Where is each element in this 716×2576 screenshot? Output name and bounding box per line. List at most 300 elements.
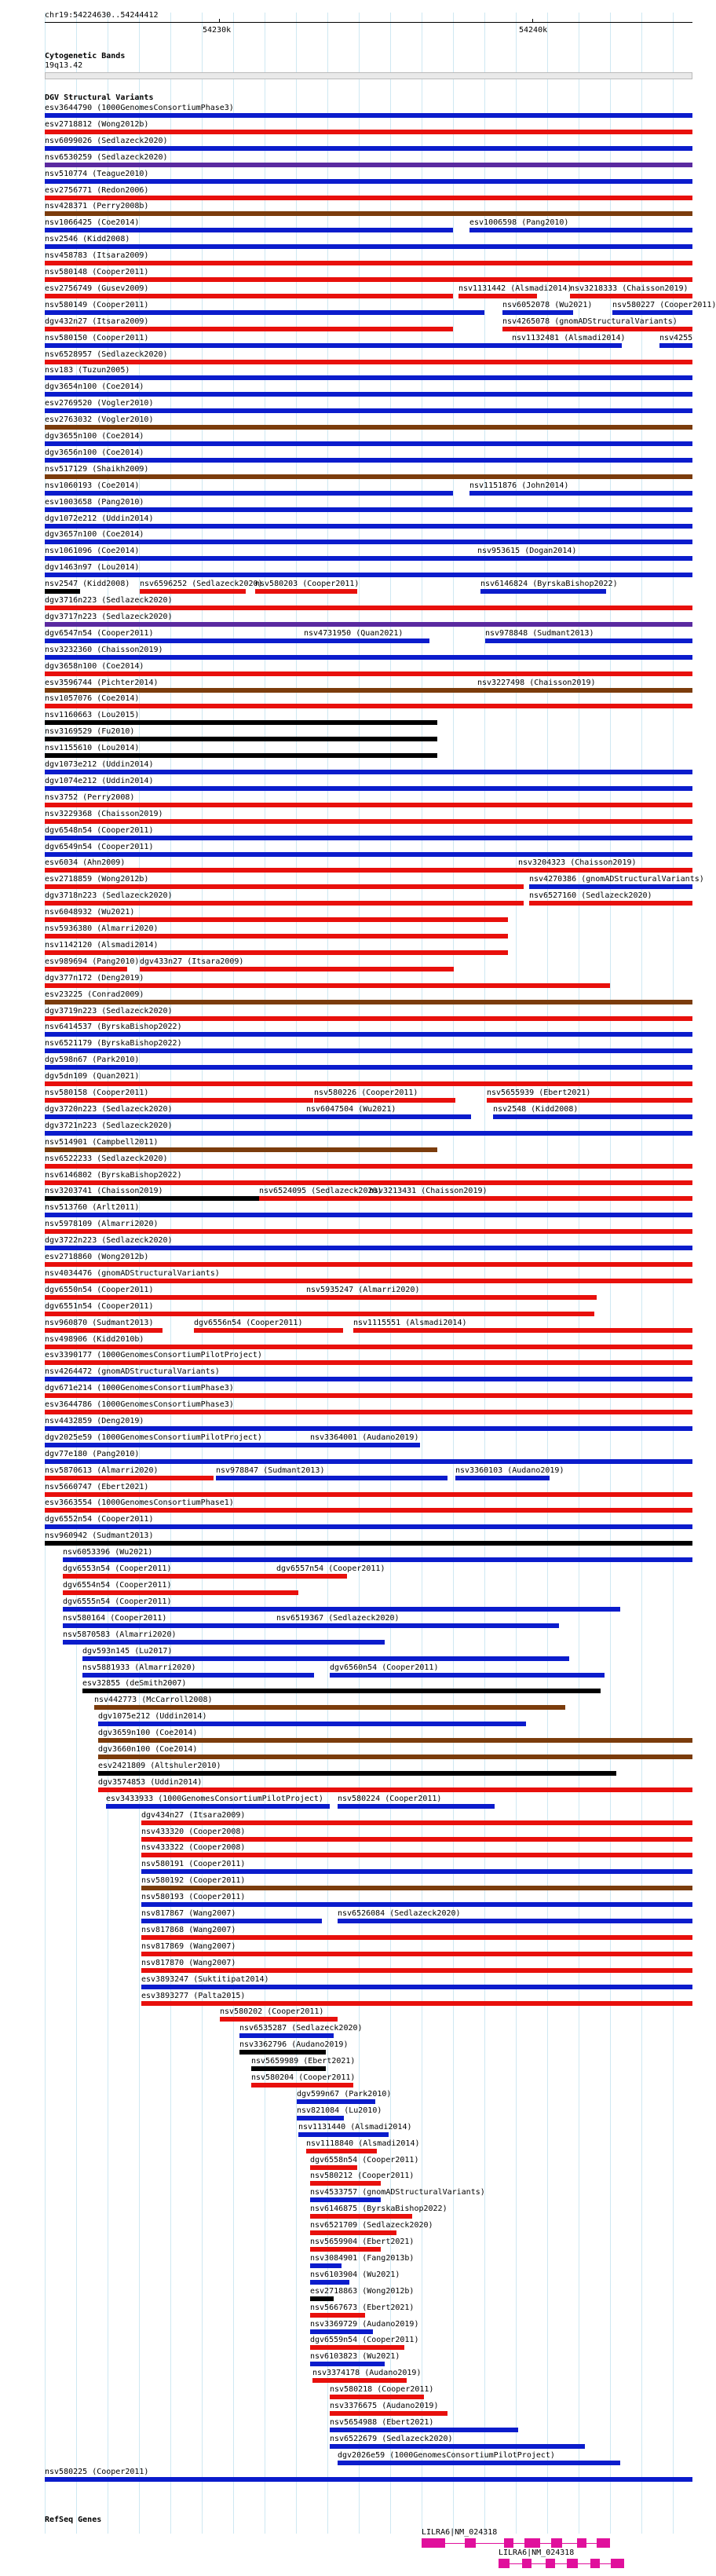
sv-label[interactable]: esv2756771 (Redon2006) [45, 186, 149, 195]
sv-label[interactable]: nsv1151876 (John2014) [469, 481, 569, 490]
sv-label[interactable]: esv3390177 (1000GenomesConsortiumPilotProject) [45, 1351, 262, 1359]
sv-label[interactable]: nsv510774 (Teague2010) [45, 170, 149, 178]
sv-feature-bar[interactable] [45, 737, 437, 741]
sv-label[interactable]: nsv428371 (Perry2008b) [45, 202, 149, 210]
sv-feature-bar[interactable] [369, 1196, 692, 1201]
sv-label[interactable]: nsv1118840 (Alsmadi2014) [306, 2139, 420, 2148]
sv-label[interactable]: nsv5935247 (Almarri2020) [306, 1286, 420, 1294]
sv-feature-bar[interactable] [82, 1689, 601, 1693]
sv-feature-bar[interactable] [141, 1886, 692, 1890]
sv-label[interactable]: nsv5667673 (Ebert2021) [310, 2303, 415, 2312]
sv-feature-bar[interactable] [330, 1673, 605, 1678]
sv-label[interactable]: nsv5870613 (Almarri2020) [45, 1466, 159, 1475]
sv-label[interactable]: dgv3656n100 (Coe2014) [45, 448, 144, 457]
sv-label[interactable]: nsv3084901 (Fang2013b) [310, 2254, 415, 2263]
sv-feature-bar[interactable] [612, 310, 692, 315]
sv-feature-bar[interactable] [141, 1820, 692, 1825]
sv-feature-bar[interactable] [45, 770, 692, 774]
sv-feature-bar[interactable] [45, 589, 80, 594]
sv-feature-bar[interactable] [63, 1623, 306, 1628]
sv-label[interactable]: nsv433322 (Cooper2008) [141, 1843, 246, 1852]
sv-label[interactable]: nsv442773 (McCarroll2008) [94, 1696, 213, 1704]
sv-label[interactable]: dgv3654n100 (Coe2014) [45, 382, 144, 391]
sv-label[interactable]: nsv5654988 (Ebert2021) [330, 2418, 434, 2427]
sv-feature-bar[interactable] [141, 1935, 692, 1940]
sv-feature-bar[interactable] [45, 1295, 312, 1300]
sv-label[interactable]: nsv6527160 (Sedlazeck2020) [529, 891, 652, 900]
sv-feature-bar[interactable] [310, 2329, 373, 2334]
sv-label[interactable]: nsv6047504 (Wu2021) [306, 1105, 396, 1114]
sv-label[interactable]: nsv3204323 (Chaisson2019) [518, 858, 637, 867]
sv-label[interactable]: nsv580192 (Cooper2011) [141, 1876, 246, 1885]
sv-feature-bar[interactable] [45, 211, 692, 216]
sv-feature-bar[interactable] [338, 1919, 692, 1923]
sv-label[interactable]: nsv3752 (Perry2008) [45, 793, 135, 802]
sv-feature-bar[interactable] [477, 556, 692, 561]
sv-feature-bar[interactable] [487, 1098, 692, 1103]
sv-feature-bar[interactable] [63, 1557, 692, 1562]
sv-feature-bar[interactable] [45, 327, 453, 331]
sv-label[interactable]: nsv6053396 (Wu2021) [63, 1548, 153, 1557]
sv-label[interactable]: dgv671e214 (1000GenomesConsortiumPhase3) [45, 1384, 234, 1392]
gene-exon[interactable] [504, 2538, 513, 2548]
sv-feature-bar[interactable] [45, 1279, 692, 1283]
sv-label[interactable]: nsv1057076 (Coe2014) [45, 694, 140, 703]
sv-feature-bar[interactable] [45, 1476, 214, 1480]
sv-feature-bar[interactable] [312, 2378, 407, 2383]
sv-feature-bar[interactable] [141, 1869, 692, 1874]
sv-feature-bar[interactable] [45, 950, 508, 955]
sv-label[interactable]: dgv598n67 (Park2010) [45, 1056, 140, 1064]
sv-feature-bar[interactable] [45, 458, 692, 463]
sv-label[interactable]: dgv6547n54 (Cooper2011) [45, 629, 154, 638]
sv-label[interactable]: nsv4264472 (gnomADStructuralVariants) [45, 1367, 220, 1376]
sv-feature-bar[interactable] [485, 639, 692, 643]
sv-label[interactable]: dgv3719n223 (Sedlazeck2020) [45, 1007, 173, 1015]
sv-feature-bar[interactable] [45, 1048, 692, 1053]
sv-label[interactable]: dgv3574853 (Uddin2014) [98, 1778, 203, 1787]
sv-label[interactable]: dgv77e180 (Pang2010) [45, 1450, 140, 1458]
sv-feature-bar[interactable] [455, 1476, 550, 1480]
sv-feature-bar[interactable] [45, 540, 692, 544]
sv-label[interactable]: dgv6553n54 (Cooper2011) [63, 1564, 172, 1573]
sv-label[interactable]: nsv821084 (Lu2010) [297, 2106, 382, 2115]
sv-label[interactable]: nsv1160663 (Lou2015) [45, 711, 140, 719]
sv-feature-bar[interactable] [98, 1738, 692, 1743]
sv-feature-bar[interactable] [45, 688, 484, 693]
sv-feature-bar[interactable] [276, 1574, 347, 1579]
sv-feature-bar[interactable] [45, 836, 692, 840]
sv-feature-bar[interactable] [518, 868, 692, 873]
sv-feature-bar[interactable] [45, 441, 692, 446]
sv-label[interactable]: nsv6535287 (Sedlazeck2020) [239, 2024, 363, 2033]
sv-label[interactable]: dgv2025e59 (1000GenomesConsortiumPilotProject) [45, 1433, 262, 1442]
sv-feature-bar[interactable] [141, 2001, 692, 2006]
sv-feature-bar[interactable] [310, 2313, 365, 2318]
sv-feature-bar[interactable] [140, 589, 246, 594]
sv-label[interactable]: esv3663554 (1000GenomesConsortiumPhase1) [45, 1498, 234, 1507]
sv-feature-bar[interactable] [45, 1147, 437, 1152]
sv-feature-bar[interactable] [330, 2444, 585, 2449]
sv-feature-bar[interactable] [45, 244, 692, 249]
sv-label[interactable]: nsv1115551 (Alsmadi2014) [353, 1319, 467, 1327]
sv-label[interactable]: nsv3169529 (Fu2010) [45, 727, 135, 736]
sv-label[interactable]: dgv6559n54 (Cooper2011) [310, 2336, 419, 2344]
sv-feature-bar[interactable] [45, 917, 508, 922]
sv-label[interactable]: nsv817868 (Wang2007) [141, 1926, 236, 1934]
sv-label[interactable]: dgv2026e59 (1000GenomesConsortiumPilotProject) [338, 2451, 555, 2460]
sv-feature-bar[interactable] [45, 1032, 692, 1037]
sv-feature-bar[interactable] [45, 360, 692, 364]
sv-feature-bar[interactable] [45, 1393, 692, 1398]
sv-feature-bar[interactable] [251, 2083, 353, 2088]
sv-label[interactable]: dgv6548n54 (Cooper2011) [45, 826, 154, 835]
sv-feature-bar[interactable] [45, 1312, 594, 1316]
sv-feature-bar[interactable] [570, 294, 692, 298]
sv-label[interactable]: nsv1142120 (Alsmadi2014) [45, 941, 159, 950]
sv-feature-bar[interactable] [45, 704, 692, 708]
sv-label[interactable]: dgv599n67 (Park2010) [297, 2090, 392, 2098]
sv-feature-bar[interactable] [220, 2017, 338, 2022]
sv-label[interactable]: nsv6146802 (ByrskaBishop2022) [45, 1171, 182, 1180]
sv-label[interactable]: dgv6557n54 (Cooper2011) [276, 1564, 385, 1573]
sv-label[interactable]: nsv5655939 (Ebert2021) [487, 1089, 591, 1097]
sv-label[interactable]: esv6034 (Ahn2009) [45, 858, 126, 867]
sv-feature-bar[interactable] [45, 113, 692, 118]
sv-label[interactable]: nsv1131440 (Alsmadi2014) [298, 2123, 412, 2131]
sv-feature-bar[interactable] [45, 786, 692, 791]
sv-label[interactable]: nsv817870 (Wang2007) [141, 1959, 236, 1967]
sv-feature-bar[interactable] [45, 1410, 692, 1414]
sv-label[interactable]: nsv3374178 (Audano2019) [312, 2369, 422, 2377]
sv-feature-bar[interactable] [45, 868, 524, 873]
sv-label[interactable]: esv23225 (Conrad2009) [45, 990, 144, 999]
sv-label[interactable]: nsv4533757 (gnomADStructuralVariants) [310, 2188, 485, 2197]
sv-label[interactable]: nsv978847 (Sudmant2013) [216, 1466, 325, 1475]
sv-label[interactable]: dgv593n145 (Lu2017) [82, 1647, 173, 1656]
sv-label[interactable]: nsv3227498 (Chaisson2019) [477, 679, 596, 687]
sv-feature-bar[interactable] [45, 1229, 692, 1234]
sv-feature-bar[interactable] [45, 1164, 692, 1169]
sv-label[interactable]: nsv5870583 (Almarri2020) [63, 1630, 177, 1639]
sv-label[interactable]: nsv580224 (Cooper2011) [338, 1795, 442, 1803]
sv-feature-bar[interactable] [276, 1623, 559, 1628]
sv-label[interactable]: dgv6560n54 (Cooper2011) [330, 1663, 439, 1672]
sv-feature-bar[interactable] [98, 1787, 692, 1792]
sv-label[interactable]: nsv580148 (Cooper2011) [45, 268, 149, 276]
sv-feature-bar[interactable] [306, 1295, 597, 1300]
sv-feature-bar[interactable] [310, 2214, 412, 2219]
sv-feature-bar[interactable] [45, 1098, 313, 1103]
sv-label[interactable]: nsv580158 (Cooper2011) [45, 1089, 149, 1097]
sv-label[interactable]: esv2718859 (Wong2012b) [45, 875, 149, 884]
sv-feature-bar[interactable] [251, 2066, 326, 2071]
sv-feature-bar[interactable] [310, 2181, 381, 2186]
sv-label[interactable]: nsv580191 (Cooper2011) [141, 1860, 246, 1868]
sv-label[interactable]: nsv3364001 (Audano2019) [310, 1433, 419, 1442]
sv-label[interactable]: dgv6550n54 (Cooper2011) [45, 1286, 154, 1294]
sv-feature-bar[interactable] [45, 819, 692, 824]
gene-exon[interactable] [611, 2559, 624, 2568]
sv-label[interactable]: nsv3232360 (Chaisson2019) [45, 646, 163, 654]
sv-label[interactable]: nsv5978109 (Almarri2020) [45, 1220, 159, 1228]
sv-feature-bar[interactable] [306, 2149, 377, 2153]
sv-label[interactable]: nsv6103904 (Wu2021) [310, 2270, 400, 2279]
sv-feature-bar[interactable] [310, 1443, 420, 1447]
sv-feature-bar[interactable] [239, 2050, 326, 2055]
sv-feature-bar[interactable] [45, 967, 127, 971]
sv-feature-bar[interactable] [45, 425, 692, 430]
sv-feature-bar[interactable] [45, 852, 692, 857]
sv-label[interactable]: dgv3721n223 (Sedlazeck2020) [45, 1122, 173, 1130]
sv-feature-bar[interactable] [306, 1114, 471, 1119]
sv-label[interactable]: nsv4034476 (gnomADStructuralVariants) [45, 1269, 220, 1278]
sv-label[interactable]: dgv6549n54 (Cooper2011) [45, 843, 154, 851]
sv-feature-bar[interactable] [45, 1426, 692, 1431]
sv-feature-bar[interactable] [106, 1804, 330, 1809]
sv-label[interactable]: nsv183 (Tuzun2005) [45, 366, 130, 375]
sv-label[interactable]: nsv513760 (Arlt2011) [45, 1203, 140, 1212]
sv-feature-bar[interactable] [45, 1180, 692, 1185]
sv-label[interactable]: nsv580202 (Cooper2011) [220, 2007, 324, 2016]
sv-feature-bar[interactable] [45, 277, 692, 282]
sv-label[interactable]: nsv458783 (Itsara2009) [45, 251, 149, 260]
sv-label[interactable]: dgv6551n54 (Cooper2011) [45, 1302, 154, 1311]
sv-feature-bar[interactable] [330, 2428, 518, 2432]
sv-label[interactable]: dgv6558n54 (Cooper2011) [310, 2156, 419, 2164]
sv-feature-bar[interactable] [141, 1837, 692, 1842]
sv-feature-bar[interactable] [239, 2033, 334, 2038]
sv-feature-bar[interactable] [45, 1345, 692, 1349]
sv-label[interactable]: esv3596744 (Pichter2014) [45, 679, 159, 687]
sv-label[interactable]: nsv817869 (Wang2007) [141, 1942, 236, 1951]
sv-feature-bar[interactable] [45, 573, 692, 577]
sv-feature-bar[interactable] [45, 1492, 692, 1497]
sv-label[interactable]: nsv6522679 (Sedlazeck2020) [330, 2435, 453, 2443]
sv-label[interactable]: nsv4255 [659, 334, 693, 342]
sv-label[interactable]: nsv4731950 (Quan2021) [304, 629, 404, 638]
sv-feature-bar[interactable] [45, 556, 484, 561]
sv-feature-bar[interactable] [94, 1705, 565, 1710]
sv-label[interactable]: nsv580204 (Cooper2011) [251, 2073, 356, 2082]
sv-feature-bar[interactable] [98, 1755, 692, 1759]
sv-label[interactable]: nsv4265078 (gnomADStructuralVariants) [502, 317, 678, 326]
sv-feature-bar[interactable] [458, 294, 537, 298]
sv-feature-bar[interactable] [45, 343, 516, 348]
sv-label[interactable]: dgv3722n223 (Sedlazeck2020) [45, 1236, 173, 1245]
sv-label[interactable]: nsv6521709 (Sedlazeck2020) [310, 2221, 433, 2230]
sv-label[interactable]: dgv432n27 (Itsara2009) [45, 317, 149, 326]
sv-label[interactable]: dgv3718n223 (Sedlazeck2020) [45, 891, 173, 900]
sv-label[interactable]: nsv6052078 (Wu2021) [502, 301, 593, 309]
sv-feature-bar[interactable] [512, 343, 622, 348]
sv-feature-bar[interactable] [330, 2411, 448, 2416]
sv-label[interactable]: dgv3660n100 (Coe2014) [98, 1745, 198, 1754]
sv-feature-bar[interactable] [45, 753, 437, 758]
sv-label[interactable]: dgv3655n100 (Coe2014) [45, 432, 144, 441]
sv-feature-bar[interactable] [45, 1262, 692, 1267]
sv-label[interactable]: esv2718860 (Wong2012b) [45, 1253, 149, 1261]
sv-feature-bar[interactable] [255, 589, 357, 594]
sv-label[interactable]: dgv6552n54 (Cooper2011) [45, 1515, 154, 1524]
sv-feature-bar[interactable] [45, 803, 692, 807]
sv-label[interactable]: nsv953615 (Dogan2014) [477, 547, 577, 555]
gene-exon[interactable] [422, 2538, 445, 2548]
sv-label[interactable]: nsv433320 (Cooper2008) [141, 1828, 246, 1836]
sv-feature-bar[interactable] [45, 1508, 692, 1513]
sv-feature-bar[interactable] [45, 130, 692, 134]
sv-label[interactable]: nsv580226 (Cooper2011) [314, 1089, 418, 1097]
sv-label[interactable]: nsv4270386 (gnomADStructuralVariants) [529, 875, 704, 884]
sv-feature-bar[interactable] [45, 1114, 312, 1119]
sv-feature-bar[interactable] [140, 967, 454, 971]
sv-label[interactable]: nsv3229368 (Chaisson2019) [45, 810, 163, 818]
gene-label[interactable]: LILRA6|NM_024318 [422, 2528, 498, 2537]
sv-label[interactable]: nsv2548 (Kidd2008) [493, 1105, 579, 1114]
sv-label[interactable]: dgv3659n100 (Coe2014) [98, 1729, 198, 1737]
sv-label[interactable]: esv3433933 (1000GenomesConsortiumPilotProject) [106, 1795, 323, 1803]
sv-feature-bar[interactable] [45, 671, 692, 676]
sv-feature-bar[interactable] [304, 639, 429, 643]
sv-label[interactable]: nsv580149 (Cooper2011) [45, 301, 149, 309]
sv-label[interactable]: esv32855 (deSmith2007) [82, 1679, 187, 1688]
gene-exon[interactable] [577, 2538, 586, 2548]
sv-feature-bar[interactable] [45, 179, 692, 184]
sv-feature-bar[interactable] [82, 1673, 314, 1678]
sv-feature-bar[interactable] [310, 2197, 381, 2202]
sv-label[interactable]: dgv3657n100 (Coe2014) [45, 530, 144, 539]
sv-label[interactable]: nsv580203 (Cooper2011) [255, 580, 360, 588]
sv-feature-bar[interactable] [529, 901, 692, 906]
sv-label[interactable]: nsv2546 (Kidd2008) [45, 235, 130, 243]
sv-label[interactable]: nsv580218 (Cooper2011) [330, 2385, 434, 2394]
sv-label[interactable]: dgv3717n223 (Sedlazeck2020) [45, 613, 173, 621]
sv-feature-bar[interactable] [45, 1246, 692, 1250]
sv-label[interactable]: nsv1131442 (Alsmadi2014) [458, 284, 572, 293]
sv-label[interactable]: dgv3716n223 (Sedlazeck2020) [45, 596, 173, 605]
sv-feature-bar[interactable] [63, 1640, 385, 1645]
sv-label[interactable]: nsv6522233 (Sedlazeck2020) [45, 1154, 168, 1163]
sv-feature-bar[interactable] [141, 1952, 692, 1956]
sv-label[interactable]: dgv1073e212 (Uddin2014) [45, 760, 154, 769]
gene-exon[interactable] [551, 2538, 562, 2548]
sv-feature-bar[interactable] [45, 1443, 312, 1447]
sv-label[interactable]: nsv514901 (Campbell2011) [45, 1138, 159, 1147]
sv-feature-bar[interactable] [310, 2345, 404, 2350]
sv-label[interactable]: nsv6414537 (ByrskaBishop2022) [45, 1023, 182, 1031]
sv-feature-bar[interactable] [45, 1524, 692, 1529]
sv-label[interactable]: nsv817867 (Wang2007) [141, 1909, 236, 1918]
sv-feature-bar[interactable] [45, 1081, 692, 1086]
sv-label[interactable]: nsv5659904 (Ebert2021) [310, 2238, 415, 2246]
gene-exon[interactable] [546, 2559, 555, 2568]
sv-feature-bar[interactable] [45, 474, 692, 479]
sv-label[interactable]: nsv5881933 (Almarri2020) [82, 1663, 196, 1672]
sv-feature-bar[interactable] [477, 688, 692, 693]
sv-label[interactable]: dgv434n27 (Itsara2009) [141, 1811, 246, 1820]
sv-feature-bar[interactable] [469, 491, 692, 496]
sv-feature-bar[interactable] [45, 720, 437, 725]
sv-feature-bar[interactable] [502, 327, 692, 331]
sv-feature-bar[interactable] [45, 261, 692, 265]
sv-label[interactable]: nsv3218333 (Chaisson2019) [570, 284, 689, 293]
sv-feature-bar[interactable] [45, 622, 692, 627]
sv-label[interactable]: nsv2547 (Kidd2008) [45, 580, 130, 588]
sv-feature-bar[interactable] [310, 2362, 385, 2366]
sv-label[interactable]: dgv377n172 (Deng2019) [45, 974, 144, 982]
sv-label[interactable]: nsv6099026 (Sedlazeck2020) [45, 137, 168, 145]
sv-label[interactable]: nsv3360103 (Audano2019) [455, 1466, 564, 1475]
sv-label[interactable]: esv3644786 (1000GenomesConsortiumPhase3) [45, 1400, 234, 1409]
sv-label[interactable]: nsv580227 (Cooper2011) [612, 301, 716, 309]
sv-label[interactable]: nsv6596252 (Sedlazeck2020) [140, 580, 263, 588]
sv-feature-bar[interactable] [45, 1131, 692, 1136]
cytoband-ideogram[interactable] [45, 72, 692, 79]
sv-label[interactable]: nsv1132481 (Alsmadi2014) [512, 334, 626, 342]
sv-feature-bar[interactable] [216, 1476, 448, 1480]
sv-label[interactable]: esv2718863 (Wong2012b) [310, 2287, 415, 2296]
sv-label[interactable]: dgv6554n54 (Cooper2011) [63, 1581, 172, 1590]
sv-label[interactable]: nsv6528957 (Sedlazeck2020) [45, 350, 168, 359]
sv-label[interactable]: dgv1075e212 (Uddin2014) [98, 1712, 207, 1721]
sv-feature-bar[interactable] [330, 2395, 424, 2399]
gene-exon[interactable] [590, 2559, 600, 2568]
sv-feature-bar[interactable] [45, 1213, 692, 1217]
gene-label[interactable]: LILRA6|NM_024318 [499, 2549, 575, 2557]
sv-label[interactable]: nsv6103823 (Wu2021) [310, 2352, 400, 2361]
sv-feature-bar[interactable] [141, 1902, 692, 1907]
sv-label[interactable]: esv989694 (Pang2010) [45, 957, 140, 966]
sv-feature-bar[interactable] [45, 934, 508, 939]
sv-feature-bar[interactable] [45, 2477, 692, 2482]
sv-feature-bar[interactable] [45, 1541, 692, 1546]
sv-feature-bar[interactable] [98, 1771, 616, 1776]
sv-feature-bar[interactable] [45, 1065, 692, 1070]
sv-feature-bar[interactable] [141, 1968, 692, 1973]
sv-label[interactable]: nsv1155610 (Lou2014) [45, 744, 140, 752]
sv-label[interactable]: esv3893247 (Suktitipat2014) [141, 1975, 269, 1984]
sv-feature-bar[interactable] [529, 884, 692, 889]
sv-feature-bar[interactable] [469, 228, 692, 232]
sv-label[interactable]: esv1003658 (Pang2010) [45, 498, 144, 507]
sv-label[interactable]: nsv6524095 (Sedlazeck2020) [259, 1187, 382, 1195]
sv-feature-bar[interactable] [353, 1328, 692, 1333]
sv-label[interactable]: nsv3362796 (Audano2019) [239, 2040, 349, 2049]
sv-label[interactable]: esv2763032 (Vogler2010) [45, 415, 154, 424]
sv-feature-bar[interactable] [310, 2296, 334, 2301]
sv-feature-bar[interactable] [141, 1985, 692, 1989]
sv-feature-bar[interactable] [45, 507, 692, 512]
sv-label[interactable]: nsv5659989 (Ebert2021) [251, 2057, 356, 2066]
sv-label[interactable]: nsv517129 (Shaikh2009) [45, 465, 149, 474]
sv-feature-bar[interactable] [45, 1000, 692, 1004]
sv-label[interactable]: dgv6556n54 (Cooper2011) [194, 1319, 303, 1327]
sv-feature-bar[interactable] [45, 310, 484, 315]
sv-feature-bar[interactable] [98, 1722, 526, 1726]
sv-feature-bar[interactable] [82, 1656, 569, 1661]
sv-feature-bar[interactable] [659, 343, 692, 348]
sv-feature-bar[interactable] [45, 606, 692, 610]
sv-feature-bar[interactable] [45, 1328, 163, 1333]
sv-label[interactable]: nsv580150 (Cooper2011) [45, 334, 149, 342]
sv-feature-bar[interactable] [298, 2132, 389, 2137]
sv-label[interactable]: dgv6555n54 (Cooper2011) [63, 1597, 172, 1606]
sv-label[interactable]: esv2421809 (Altshuler2010) [98, 1762, 221, 1770]
sv-feature-bar[interactable] [45, 146, 692, 151]
sv-label[interactable]: nsv5936380 (Almarri2020) [45, 924, 159, 933]
sv-feature-bar[interactable] [141, 1919, 322, 1923]
gene-exon[interactable] [522, 2559, 532, 2568]
